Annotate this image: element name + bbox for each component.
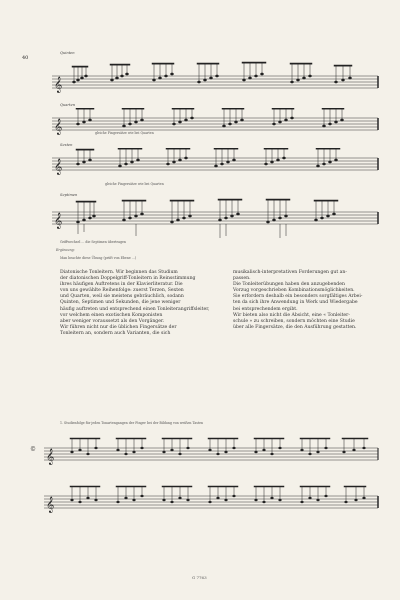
body-left-column	[60, 270, 209, 337]
body-line: Sie erfordern deshalb ein besonders sorgfältiges Arbei-	[233, 294, 363, 300]
body-line: und Quarten, weil sie meistens gebräuchlich, sodann	[60, 294, 184, 300]
ossia-marker: ©	[30, 446, 36, 453]
body-line: Diatonische Tonleitern. Wir beginnen das Studium	[60, 270, 178, 275]
example-label-quarten: Quarten	[60, 103, 76, 107]
music-staff-lower-1	[44, 428, 382, 476]
example-label-quinten: Quinten	[60, 51, 75, 55]
svg-text:𝄞: 𝄞	[54, 77, 63, 93]
music-staff-quarten	[52, 108, 382, 150]
svg-text:𝄞: 𝄞	[46, 449, 55, 465]
example-caption-quarten: gleiche Fingersätze wie bei Quarten	[95, 131, 154, 135]
body-line: häufig auftreten und entsprechend einen Tonleiterangriffsleiter,	[60, 306, 210, 312]
page-number: 40	[22, 55, 29, 61]
footer-code: G 7763	[192, 575, 207, 580]
svg-text:𝄞: 𝄞	[54, 159, 63, 175]
example-label-sexten: Sexten	[60, 143, 73, 147]
body-line: ihres häufigen Auftretens in der Klavierliteratur. Die	[60, 282, 183, 288]
svg-text:𝄞: 𝄞	[54, 119, 63, 135]
body-line: Wir führen nicht nur die üblichen Fingersätze der	[60, 324, 177, 330]
body-line: über alle Fingersätze, die den Ausführung gestatten.	[233, 324, 357, 330]
body-line: der diatonischen Doppelgriff-Tonleitern in Reinsstimmung	[60, 276, 196, 282]
footnote-label: Ergänzung:	[56, 248, 75, 252]
body-line: von uns gewählte Reihenfolge: zuerst Terzen, Sexten	[60, 288, 184, 294]
svg-text:𝄞: 𝄞	[54, 213, 63, 229]
body-right-column	[233, 270, 362, 331]
body-line: Die Tonleiterübungen haben den anzugebenden	[233, 282, 345, 288]
body-line: musikalisch-interpretativen Forderungen gut an-	[233, 270, 347, 275]
music-staff-quinten	[52, 58, 382, 104]
body-line: Wir bieten also nicht die Absicht, eine « Tonleiter-	[233, 312, 350, 318]
body-line: passen.	[233, 276, 251, 282]
example-caption-sexten: gleiche Fingersätze wie bei Quarten	[105, 182, 164, 186]
footnote-text: Man beachte diese Übung (prüft von Ebene ...)	[60, 256, 137, 260]
body-line: vor welchem einen exotischen Komponisten	[60, 312, 163, 318]
body-line: Vorzug vorgeschrieben Kombinationsmöglichkeiten.	[233, 288, 355, 294]
body-line: ten da sich ihre Anwendung in Werk und Wiedergabe	[233, 300, 358, 306]
svg-text:𝄞: 𝄞	[46, 497, 55, 513]
music-staff-lower-2	[44, 478, 382, 524]
body-line: Tonleitern an, sondern auch Varianten, die sich	[60, 330, 171, 336]
body-line: schule » zu schreiben, sondern möchten eine Studie	[233, 318, 355, 324]
example-label-septimen: Septimen	[60, 193, 78, 197]
body-line: bei entsprechendem ergibt.	[233, 306, 298, 312]
lower-example-caption: 1. Studienfolge für jeden Tonartengangen der Finger bei der Bildung von weißen Tasten	[60, 421, 204, 425]
music-staff-sexten	[52, 148, 382, 190]
body-line: aber weniger voraussetzt als den Vorgänger.	[60, 318, 165, 324]
body-line: Quinten, Septimen und Sekunden, die jene weniger	[60, 300, 181, 306]
septimen-note: Griffwechsel ... die Septimen übertragen	[60, 240, 126, 244]
